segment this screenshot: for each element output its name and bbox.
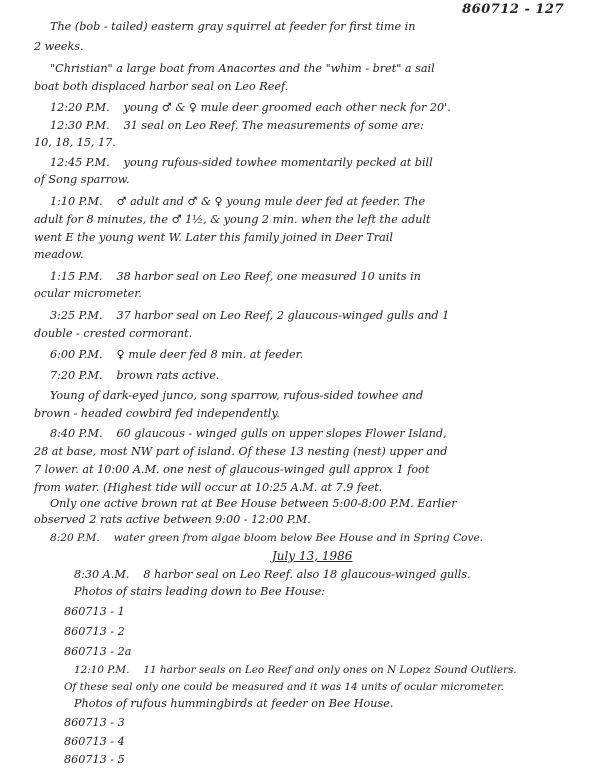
note-time: 12:45 P.M. — [50, 156, 110, 169]
note-time: 3:25 P.M. — [50, 309, 103, 322]
note-text: brown - headed cowbird fed independently. — [34, 407, 280, 420]
note-text: ocular micrometer. — [34, 287, 142, 300]
note-text: ♂ adult and ♂ & ♀ young mule deer fed at feeder. The — [116, 195, 426, 208]
note-text: young rufous-sided towhee momentarily pecked at bill — [123, 156, 433, 169]
note-text: boat both displaced harbor seal on Leo Reef. — [34, 80, 289, 93]
note-text: Photos of stairs leading down to Bee House: — [74, 585, 325, 598]
note-line — [50, 531, 483, 545]
note-text: 10, 18, 15, 17. — [34, 136, 116, 149]
note-text: The (bob - tailed) eastern gray squirrel at feeder for first time in — [50, 20, 416, 33]
note-text: ♀ mule deer fed 8 min. at feeder. — [116, 348, 304, 361]
note-text: 7 lower. at 10:00 A.M. one nest of glaucous-winged gull approx 1 foot — [34, 463, 430, 476]
note-line — [34, 231, 393, 245]
note-time: 8:30 A.M. — [74, 568, 130, 581]
note-line — [34, 327, 192, 341]
note-line — [34, 287, 142, 301]
photo-id-text: 860713 - 5 — [64, 753, 125, 766]
note-time: 8:40 P.M. — [50, 427, 103, 440]
note-line — [34, 213, 431, 227]
note-text: Of these seal only one could be measured and it was 14 units of ocular micrometer. — [64, 681, 505, 693]
note-line — [64, 680, 504, 694]
note-line — [34, 445, 447, 459]
note-line — [34, 248, 84, 262]
note-line — [74, 568, 471, 582]
note-time: 7:20 P.M. — [50, 369, 103, 382]
note-text: "Christian" a large boat from Anacortes and the "whim - bret" a sail — [50, 62, 435, 75]
note-text: went E the young went W. Later this family joined in Deer Trail — [34, 231, 393, 244]
note-line — [50, 119, 424, 133]
note-line — [74, 663, 517, 677]
photo-id-text: 860713 - 2a — [64, 645, 132, 658]
note-time: 12:30 P.M. — [50, 119, 110, 132]
note-line — [34, 80, 288, 94]
note-text: brown rats active. — [116, 369, 220, 382]
note-line — [50, 156, 433, 170]
note-line — [74, 585, 325, 599]
note-text: 37 harbor seal on Leo Reef, 2 glaucous-winged gulls and 1 — [116, 309, 450, 322]
photo-id-text: 860713 - 4 — [64, 735, 125, 748]
note-line — [50, 270, 421, 284]
date-heading: July 13, 1986 — [272, 549, 353, 563]
note-line — [34, 136, 116, 150]
note-text: 38 harbor seal on Leo Reef, one measured 10 units in — [116, 270, 421, 283]
note-line — [74, 697, 393, 711]
note-line — [34, 463, 429, 477]
note-text: Photos of rufous hummingbirds at feeder on Bee House. — [74, 697, 394, 710]
note-line — [50, 389, 423, 403]
note-text: Young of dark-eyed junco, song sparrow, rufous-sided towhee and — [50, 389, 424, 402]
note-text: meadow. — [34, 248, 84, 261]
note-line — [34, 173, 130, 187]
note-text: 11 harbor seals on Leo Reef and only ones on N Lopez Sound Outliers. — [143, 664, 517, 676]
note-text: 8 harbor seal on Leo Reef. also 18 glaucous-winged gulls. — [143, 568, 471, 581]
photo-id — [64, 645, 131, 659]
note-line — [34, 513, 311, 527]
note-line — [50, 309, 449, 323]
note-line — [50, 195, 425, 209]
photo-id — [64, 716, 125, 730]
note-text: adult for 8 minutes, the ♂ 1½, & young 2 min. when the left the adult — [34, 213, 431, 226]
note-line — [50, 427, 447, 441]
photo-id — [64, 625, 125, 639]
note-time: 8:20 P.M. — [50, 532, 100, 544]
note-text: from water. (Highest tide will occur at 10:25 A.M. at 7.9 feet. — [34, 481, 383, 494]
note-text: 28 at base, most NW part of island. Of these 13 nesting (nest) upper and — [34, 445, 448, 458]
page-id: 860712 - 127 — [462, 2, 564, 17]
note-text: water green from algae bloom below Bee House and in Spring Cove. — [113, 532, 484, 544]
note-line — [34, 407, 280, 421]
note-text: 31 seal on Leo Reef. The measurements of some are: — [123, 119, 424, 132]
note-text: of Song sparrow. — [34, 173, 130, 186]
note-line — [50, 101, 451, 115]
note-time: 12:10 P.M. — [74, 664, 130, 676]
note-line — [50, 369, 219, 383]
note-line — [50, 348, 303, 362]
photo-id-text: 860713 - 1 — [64, 605, 125, 618]
note-line — [50, 62, 435, 76]
note-line — [34, 40, 84, 54]
note-line — [50, 497, 457, 511]
note-time: 1:15 P.M. — [50, 270, 103, 283]
note-text: double - crested cormorant. — [34, 327, 193, 340]
photo-id — [64, 605, 125, 619]
photo-id-text: 860713 - 2 — [64, 625, 125, 638]
note-text: young ♂ & ♀ mule deer groomed each other neck for 20'. — [123, 101, 451, 114]
note-text: observed 2 rats active between 9:00 - 12:00 P.M. — [34, 513, 311, 526]
note-time: 1:10 P.M. — [50, 195, 103, 208]
note-time: 12:20 P.M. — [50, 101, 110, 114]
note-time: 6:00 P.M. — [50, 348, 103, 361]
note-line — [34, 481, 382, 495]
photo-id-text: 860713 - 3 — [64, 716, 125, 729]
note-line — [50, 20, 415, 34]
photo-id — [64, 735, 125, 749]
note-text: 60 glaucous - winged gulls on upper slopes Flower Island, — [116, 427, 447, 440]
photo-id — [64, 753, 125, 767]
note-text: Only one active brown rat at Bee House between 5:00-8:00 P.M. Earlier — [50, 497, 457, 510]
note-text: 2 weeks. — [34, 40, 84, 53]
